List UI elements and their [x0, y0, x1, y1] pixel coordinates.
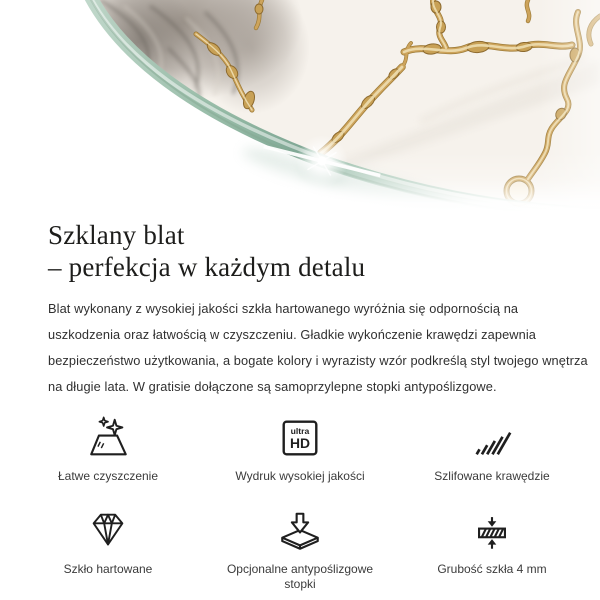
feature-item-easy-cleaning [12, 415, 204, 484]
page-title [48, 219, 552, 283]
polished-edges-icon [469, 415, 515, 461]
feature-label: Łatwe czyszczenie [57, 469, 159, 483]
hero-image [0, 0, 600, 212]
diamond-icon [85, 508, 131, 554]
feature-item-print-quality [204, 415, 396, 484]
ultra-hd-icon [277, 415, 323, 461]
feature-item-anti-slip-feet [204, 508, 396, 592]
feature-item-glass-thickness [396, 508, 588, 592]
feature-label: Szlifowane krawędzie [434, 469, 550, 483]
feature-label: Szkło hartowane [63, 562, 153, 576]
feature-label: Opcjonalne antypoślizgowe stopki [226, 562, 374, 591]
product-description: Blat wykonany z wysokiej jakości szkła hartowanego wyróżnia się odpornością na uszkodzenia oraz łatwością w czyszczeniu. Gładkie wykończenie krawędzi zapewnia bezpieczeństwo użytkowania, a bogate kolory i wyrazisty wzór podkreślą styl twojego wnętrza na długie lata. W gratisie dołączone są samoprzylepne stopki antypoślizgowe. [48, 301, 588, 394]
feature-label: Wydruk wysokiej jakości [235, 469, 365, 483]
svg-text:ultra: ultra [290, 426, 310, 437]
feature-label: Grubość szkła 4 mm [437, 562, 547, 576]
feature-item-polished-edges [396, 415, 588, 484]
glass-thickness-icon [469, 508, 515, 554]
anti-slip-feet-icon [277, 508, 323, 554]
sparkle-clean-icon [85, 415, 131, 461]
title-line-1: Szklany blat [48, 220, 185, 250]
feature-item-tempered-glass [12, 508, 204, 592]
title-line-2: – perfekcja w każdym detalu [48, 252, 366, 282]
features-grid [0, 415, 600, 592]
svg-text:HD: HD [289, 435, 311, 452]
content-section [0, 219, 600, 400]
